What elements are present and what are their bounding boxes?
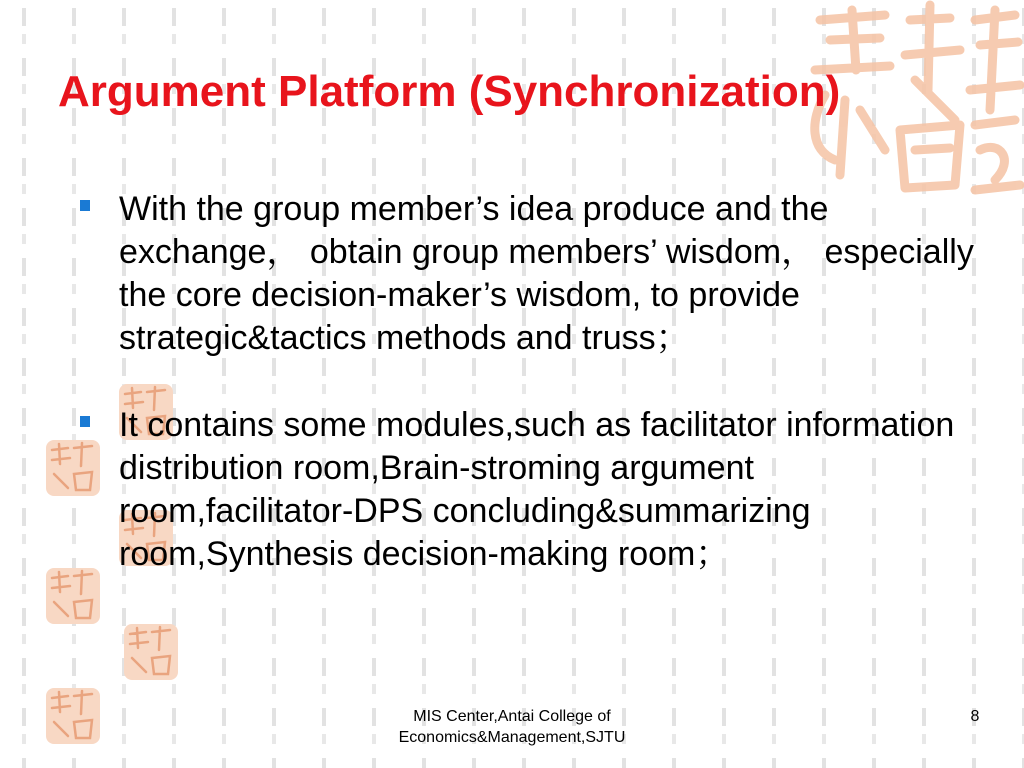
bullet-item [78, 404, 978, 576]
bullet-item [78, 188, 978, 360]
footer-line: Economics&Management,SJTU [398, 729, 626, 746]
bullet-list [78, 188, 978, 620]
small-seal-emblem [44, 686, 102, 746]
small-seal-emblem [122, 622, 180, 682]
square-bullet-icon [80, 416, 90, 427]
slide-title: Argument Platform (Synchronization) [58, 67, 841, 116]
square-bullet-icon [80, 200, 90, 211]
footer-organization [360, 706, 664, 748]
bullet-text: It contains some modules,such as facilitator information distribution room,Brain-stroming argument room,facilitator-DPS concluding&summarizing room,Synthesis decision-making room； [119, 406, 955, 573]
bullet-text: With the group member’s idea produce and the exchange， obtain group members’ wisdom， especially the core decision-maker’s wisdom, to provide strategic&tactics methods and truss； [119, 190, 974, 357]
footer-line: MIS Center,Antai College of [413, 708, 611, 725]
page-number: 8 [970, 708, 980, 725]
